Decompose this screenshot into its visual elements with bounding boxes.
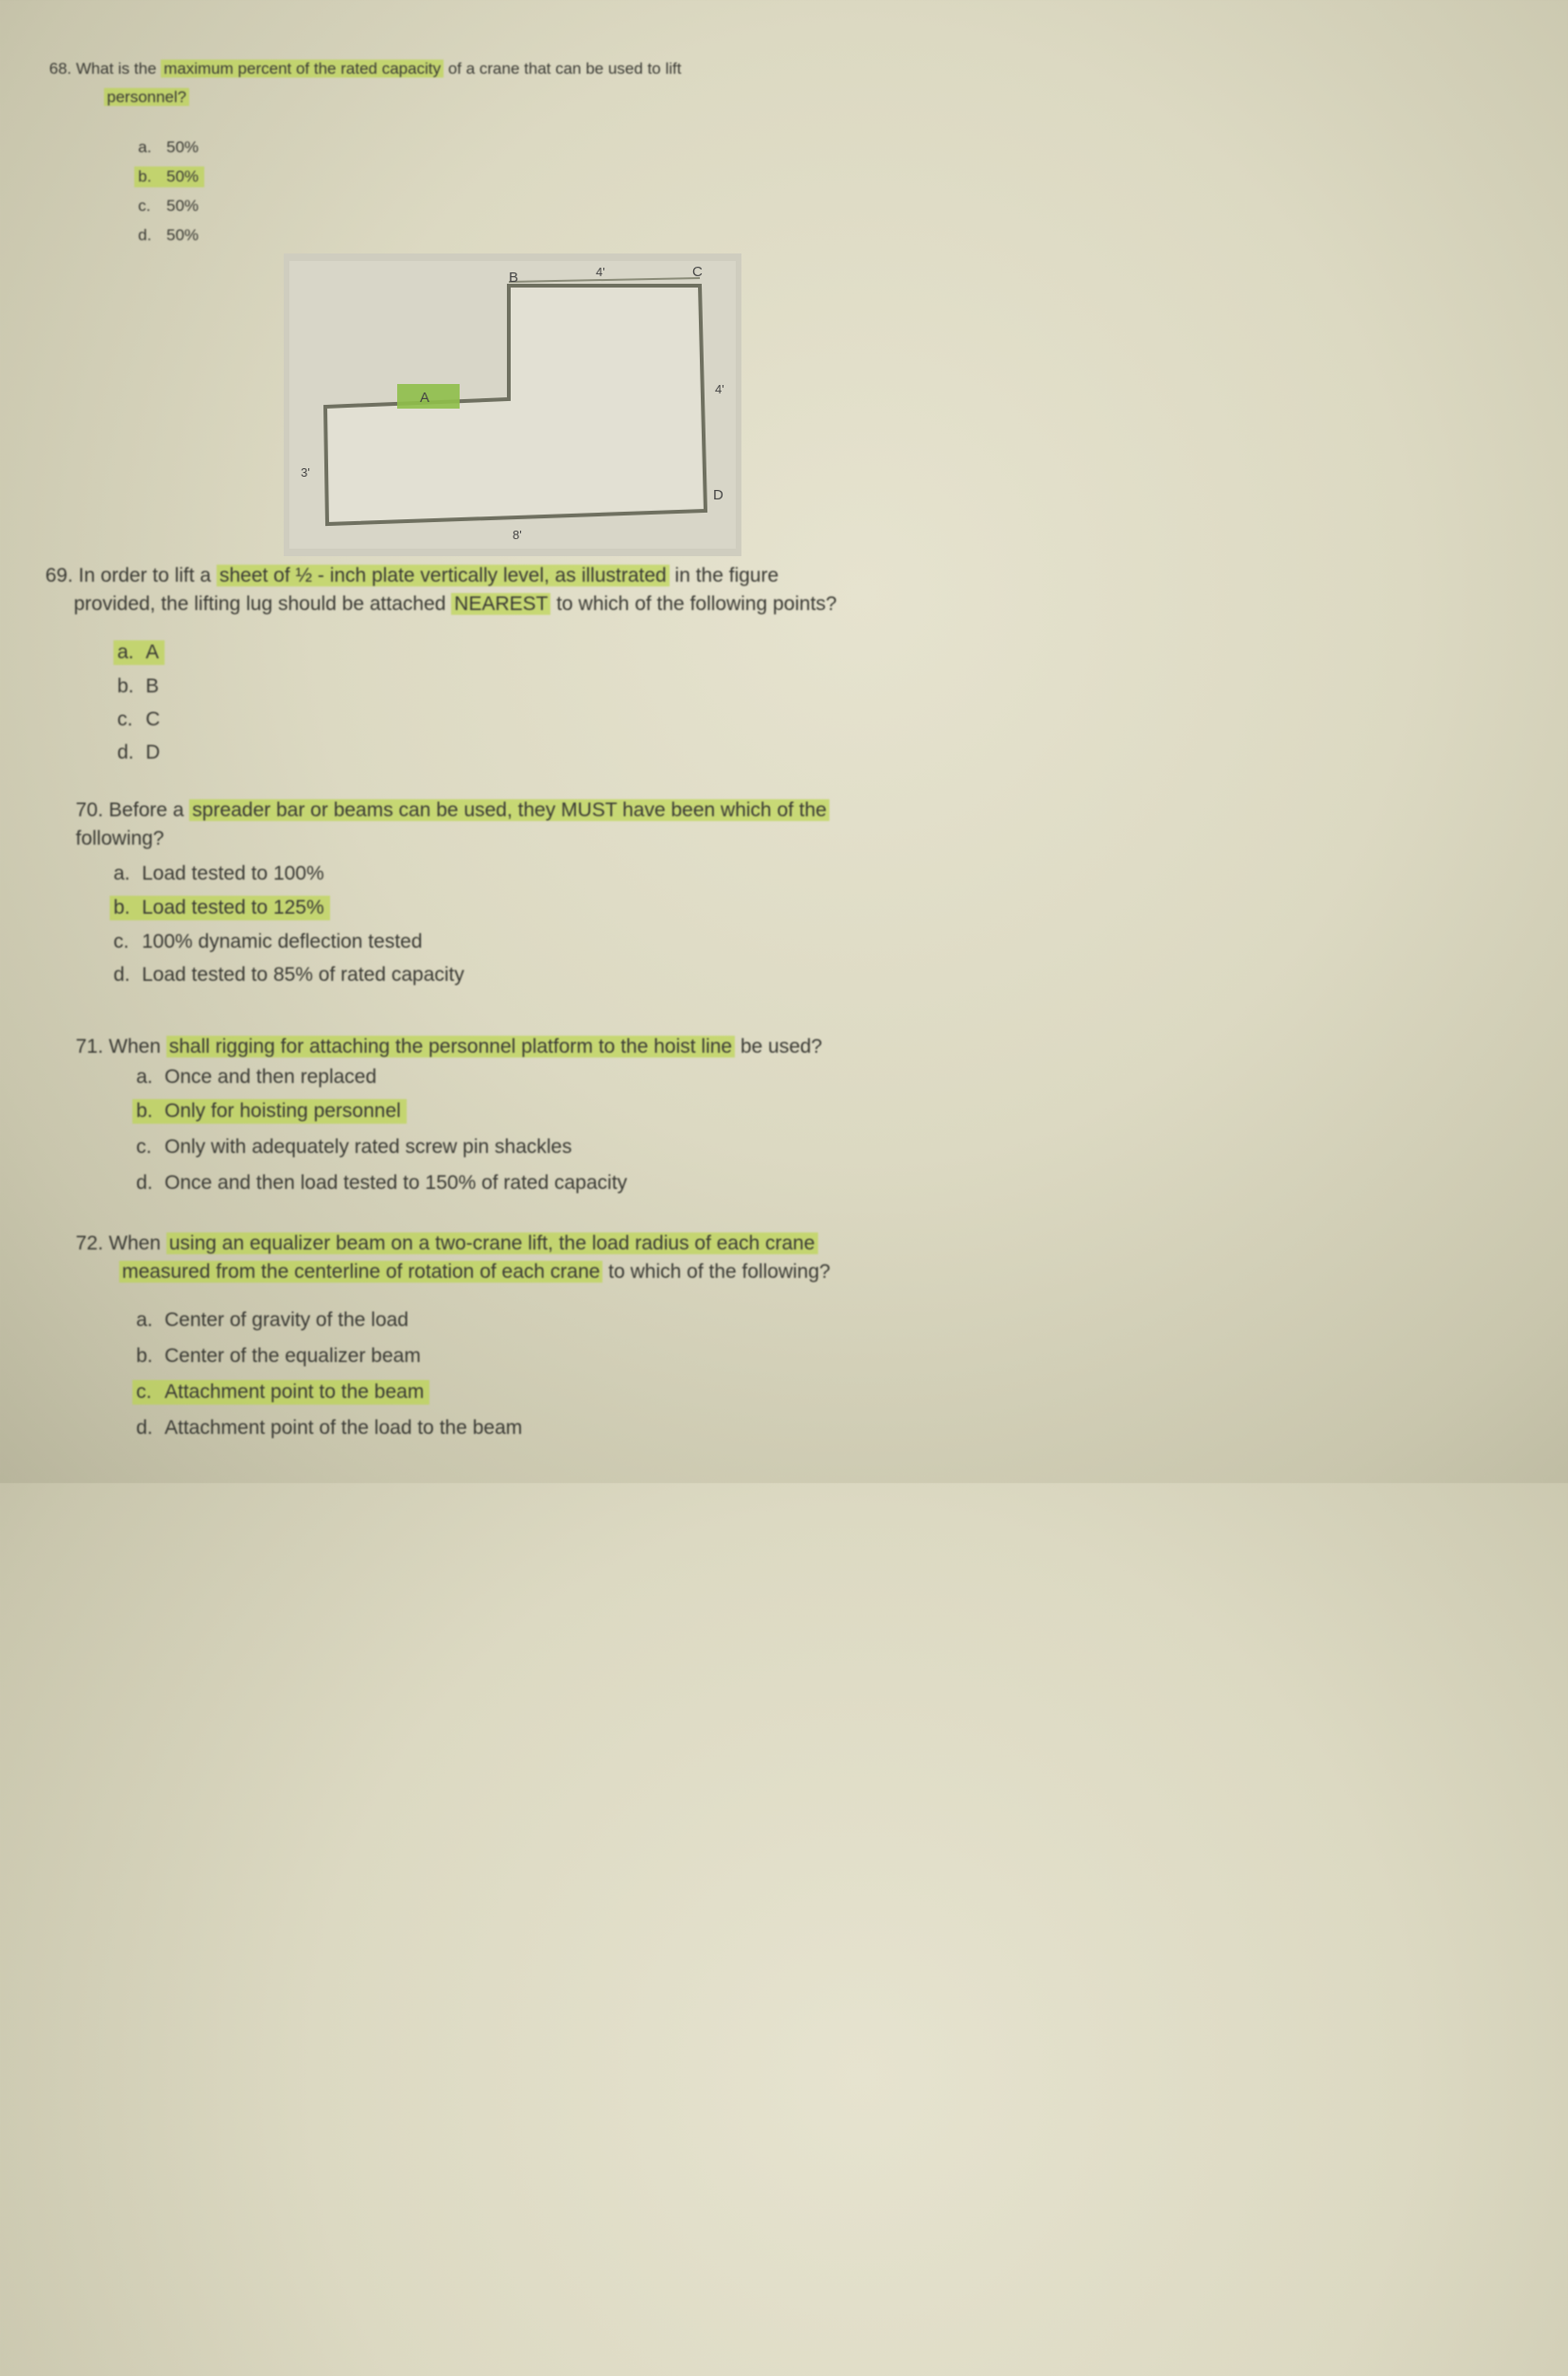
q71-option-b[interactable] [132, 1099, 407, 1124]
question-69-stem-line2 [74, 590, 979, 619]
option-text: Load tested to 100% [142, 863, 324, 884]
option-text: 50% [166, 138, 200, 156]
q68-option-d[interactable] [134, 225, 204, 246]
option-text: 50% [166, 167, 200, 185]
label-bottom-dimension: 8' [513, 528, 522, 542]
q69-option-d[interactable] [113, 741, 166, 765]
option-text: 50% [166, 226, 200, 244]
label-d: D [713, 487, 723, 503]
q72-option-a[interactable] [132, 1308, 414, 1333]
question-number: 71. [76, 1036, 104, 1057]
option-text: C [146, 708, 161, 730]
question-70 [76, 796, 979, 853]
stem-text: to which of the following points? [556, 593, 837, 615]
option-letter: a. [136, 1066, 153, 1088]
label-right-dimension: 4' [715, 382, 724, 396]
q72-option-d[interactable] [132, 1416, 528, 1441]
question-68-stem [49, 55, 979, 83]
q72-option-c[interactable] [132, 1380, 429, 1405]
q71-option-d[interactable] [132, 1171, 633, 1196]
label-top-dimension: 4' [596, 265, 605, 279]
q68-option-a[interactable] [134, 137, 204, 158]
question-72-stem [76, 1230, 979, 1258]
option-letter: c. [136, 1136, 152, 1158]
option-text: Attachment point of the load to the beam [165, 1417, 523, 1439]
stem-text: When [109, 1036, 161, 1057]
question-70-stem [76, 796, 979, 825]
q68-option-b[interactable] [134, 166, 204, 187]
q69-option-a[interactable] [113, 640, 165, 665]
highlighted-text: personnel? [104, 88, 189, 106]
option-text: 50% [166, 197, 200, 215]
question-69-stem [45, 562, 979, 590]
option-letter: b. [136, 1100, 153, 1122]
q69-option-c[interactable] [113, 708, 166, 732]
option-text: Once and then load tested to 150% of rated capacity [165, 1172, 628, 1194]
question-69 [45, 562, 979, 619]
question-71-stem [76, 1033, 979, 1061]
q68-option-c[interactable] [134, 196, 204, 217]
stem-text: of a crane that can be used to lift [447, 60, 682, 78]
option-letter: d. [138, 226, 152, 244]
option-text: Once and then replaced [165, 1066, 377, 1088]
option-letter: c. [113, 931, 130, 952]
option-letter: a. [113, 863, 131, 884]
q70-option-a[interactable] [110, 862, 330, 886]
question-68-stem-line2 [104, 83, 979, 112]
question-72-stem-line2 [119, 1258, 979, 1286]
q71-option-a[interactable] [132, 1065, 382, 1090]
option-letter: b. [117, 675, 134, 697]
option-text: Only with adequately rated screw pin shackles [165, 1136, 572, 1158]
option-letter: c. [138, 197, 151, 215]
stem-text: in the figure [674, 565, 779, 586]
stem-text: What is the [76, 60, 157, 78]
highlighted-text: shall rigging for attaching the personnel platform to the hoist line [166, 1036, 735, 1057]
option-text: Center of gravity of the load [165, 1309, 409, 1331]
stem-text: to which of the following? [608, 1261, 830, 1283]
q71-option-c[interactable] [132, 1135, 578, 1160]
label-a: A [420, 390, 430, 406]
question-number: 72. [76, 1232, 104, 1254]
option-letter: d. [136, 1172, 153, 1194]
stem-text: Before a [109, 799, 184, 821]
highlighted-text: spreader bar or beams can be used, they MUST have been which of the [189, 799, 829, 821]
highlighted-text: measured from the centerline of rotation of each crane [119, 1261, 602, 1283]
highlighted-text: maximum percent of the rated capacity [161, 60, 444, 78]
option-letter: c. [136, 1381, 152, 1403]
option-text: 100% dynamic deflection tested [142, 931, 423, 952]
option-letter: b. [138, 167, 152, 185]
option-letter: d. [113, 964, 131, 986]
q70-option-b[interactable] [110, 896, 330, 920]
option-letter: b. [136, 1345, 153, 1367]
stem-text: When [109, 1232, 161, 1254]
stem-text: provided, the lifting lug should be attached [74, 593, 446, 615]
highlighted-text: NEAREST [451, 593, 550, 615]
option-text: D [146, 742, 161, 763]
label-left-dimension: 3' [301, 465, 310, 480]
label-b: B [509, 270, 519, 286]
q70-option-c[interactable] [110, 930, 428, 954]
option-letter: a. [136, 1309, 153, 1331]
option-letter: b. [113, 897, 131, 918]
option-text: Attachment point to the beam [165, 1381, 425, 1403]
q69-option-b[interactable] [113, 674, 165, 699]
question-70-stem-line2 [76, 825, 979, 853]
stem-text: following? [76, 828, 165, 849]
option-text: Only for hoisting personnel [165, 1100, 401, 1122]
question-68 [49, 55, 979, 112]
option-letter: d. [136, 1417, 153, 1439]
question-number: 69. [45, 565, 74, 586]
q70-option-d[interactable] [110, 963, 470, 987]
plate-figure [284, 253, 741, 556]
option-text: Load tested to 85% of rated capacity [142, 964, 464, 986]
question-number: 68. [49, 60, 72, 78]
q72-option-b[interactable] [132, 1344, 427, 1369]
question-number: 70. [76, 799, 104, 821]
option-text: Load tested to 125% [142, 897, 324, 918]
stem-text: be used? [740, 1036, 823, 1057]
option-text: A [146, 641, 160, 663]
option-text: Center of the equalizer beam [165, 1345, 421, 1367]
stem-text: In order to lift a [78, 565, 212, 586]
option-letter: a. [138, 138, 152, 156]
option-letter: a. [117, 641, 134, 663]
option-text: B [146, 675, 160, 697]
highlighted-text: sheet of ½ - inch plate vertically level, as illustrated [217, 565, 670, 586]
question-71 [76, 1033, 979, 1061]
option-letter: d. [117, 742, 134, 763]
question-72 [76, 1230, 979, 1286]
label-c: C [692, 264, 703, 280]
highlighted-text: using an equalizer beam on a two-crane lift, the load radius of each crane [166, 1232, 818, 1254]
option-letter: c. [117, 708, 133, 730]
